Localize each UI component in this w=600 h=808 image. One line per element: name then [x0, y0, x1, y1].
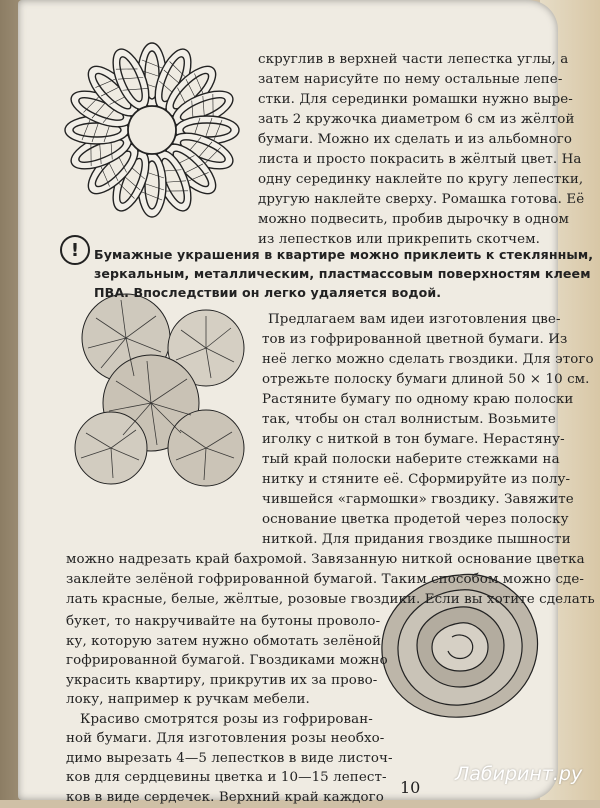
note-line: ПВА. Впоследствии он легко удаляется водой.	[94, 285, 442, 300]
text-line: иголку с ниткой в тон бумаге. Нерастяну-	[262, 432, 565, 447]
text-line: нитку и стяните её. Сформируйте из полу-	[262, 472, 571, 487]
carnation-illustration	[66, 288, 256, 493]
text-line: одну серединку наклейте по кругу лепестки,	[258, 172, 584, 187]
text-line: локу, например к ручкам мебели.	[66, 692, 310, 707]
text-line: зать 2 кружочка диаметром 6 см из жёлтой	[258, 112, 575, 127]
text-line: ков в виде сердечек. Верхний край каждого	[66, 789, 384, 805]
text-line: неё легко можно сделать гвоздики. Для этого	[262, 352, 594, 367]
text-line: ков для сердцевины цветка и 10—15 лепест-	[66, 770, 387, 785]
text-line: Красиво смотрятся розы из гофрирован-	[80, 711, 373, 727]
text-line: ной бумаги. Для изготовления розы необхо-	[66, 731, 385, 746]
text-line: букет, то накручивайте на бутоны проволо-	[66, 614, 381, 629]
text-line: гофрированной бумагой. Гвоздиками можно	[66, 653, 388, 668]
text-line: чившейся «гармошки» гвоздику. Завяжите	[262, 492, 574, 507]
text-line: бумаги. Можно их сделать и из альбомного	[258, 132, 573, 147]
text-line: так, чтобы он стал волнистым. Возьмите	[262, 412, 556, 427]
text-line: Предлагаем вам идеи изготовления цве-	[268, 312, 561, 327]
text-line: тов из гофрированной цветной бумаги. Из	[262, 332, 568, 347]
text-line: другую наклейте сверху. Ромашка готова. Её	[258, 192, 585, 207]
text-line: затем нарисуйте по нему остальные лепе-	[258, 72, 563, 87]
text-line: лать красные, белые, жёлтые, розовые гвоздики. Если вы хотите сделать	[66, 592, 595, 607]
text-line: украсить квартиру, прикрутив их за прово-	[66, 672, 378, 688]
text-line: основание цветка продетой через полоску	[262, 512, 569, 527]
warning-icon: !	[60, 235, 90, 265]
text-line: из лепестков или прикрепить скотчем.	[258, 232, 540, 247]
text-line: скруглив в верхней части лепестка углы, а	[258, 52, 569, 67]
page-number: 10	[400, 778, 421, 797]
daisy-illustration	[62, 40, 242, 220]
text-line: можно подвесить, пробив дырочку в одном	[258, 212, 570, 227]
text-line: Растяните бумагу по одному краю полоски	[262, 392, 574, 407]
text-line: отрежьте полоску бумаги длиной 50 × 10 см.	[262, 372, 590, 387]
text-line: можно надрезать край бахромой. Завязанную ниткой основание цветка	[66, 552, 585, 567]
text-line: димо вырезать 4—5 лепестков в виде листоч-	[66, 750, 393, 766]
note-line: Бумажные украшения в квартире можно приклеить к стеклянным,	[94, 247, 594, 262]
text-line: ку, которую затем нужно обмотать зелёной	[66, 633, 382, 649]
note-line: зеркальным, металлическим, пластмассовым поверхностям клеем	[94, 266, 591, 281]
text-line: ниткой. Для придания гвоздике пышности	[262, 532, 571, 547]
text-line: заклейте зелёной гофрированной бумагой. Таким способом можно сде-	[66, 572, 585, 587]
watermark: Лабиринт.ру	[455, 763, 583, 785]
text-line: листа и просто покрасить в жёлтый цвет. На	[258, 152, 582, 167]
text-line: стки. Для серединки ромашки нужно выре-	[258, 92, 573, 107]
text-line: тый край полоски наберите стежками на	[262, 452, 560, 467]
